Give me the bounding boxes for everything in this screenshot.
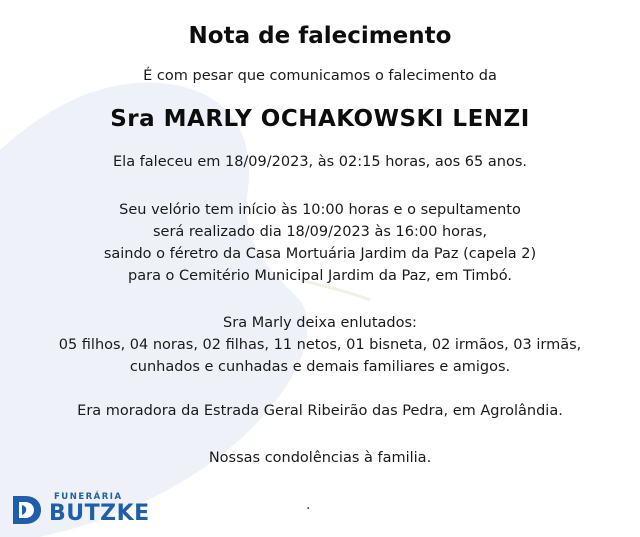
condolences-text: Nossas condolências à familia. xyxy=(208,450,432,466)
wake-line: Seu velório tem início às 10:00 horas e o sepultamento xyxy=(119,202,521,218)
wake-line: será realizado dia 18/09/2023 às 16:00 horas, xyxy=(152,224,488,240)
logo-emblem-icon xyxy=(10,494,42,526)
wake-line: para o Cemitério Municipal Jardim da Paz, em Timbó. xyxy=(128,268,512,284)
residence-info: Era moradora da Estrada Geral Ribeirão das Pedra, em Agrolândia. xyxy=(77,403,563,419)
family-line: cunhados e cunhadas e demais familiares e amigos. xyxy=(129,359,511,375)
logo-top-text: FUNERÁRIA xyxy=(54,492,123,502)
trailing-mark: . xyxy=(306,497,311,513)
intro-text: É com pesar que comunicamos o falecimento da xyxy=(143,68,497,84)
deceased-name: Sra MARLY OCHAKOWSKI LENZI xyxy=(110,106,530,132)
death-info: Ela faleceu em 18/09/2023, às 02:15 horas, aos 65 anos. xyxy=(113,154,527,170)
logo-main-text: BUTZKE xyxy=(49,501,150,526)
family-line: Sra Marly deixa enlutados: xyxy=(223,315,417,331)
notice-title: Nota de falecimento xyxy=(188,23,452,49)
funeraria-butzke-logo xyxy=(10,492,160,528)
family-line: 05 filhos, 04 noras, 02 filhas, 11 netos, 01 bisneta, 02 irmãos, 03 irmãs, xyxy=(58,337,582,353)
wake-line: saindo o féretro da Casa Mortuária Jardim da Paz (capela 2) xyxy=(103,246,537,262)
